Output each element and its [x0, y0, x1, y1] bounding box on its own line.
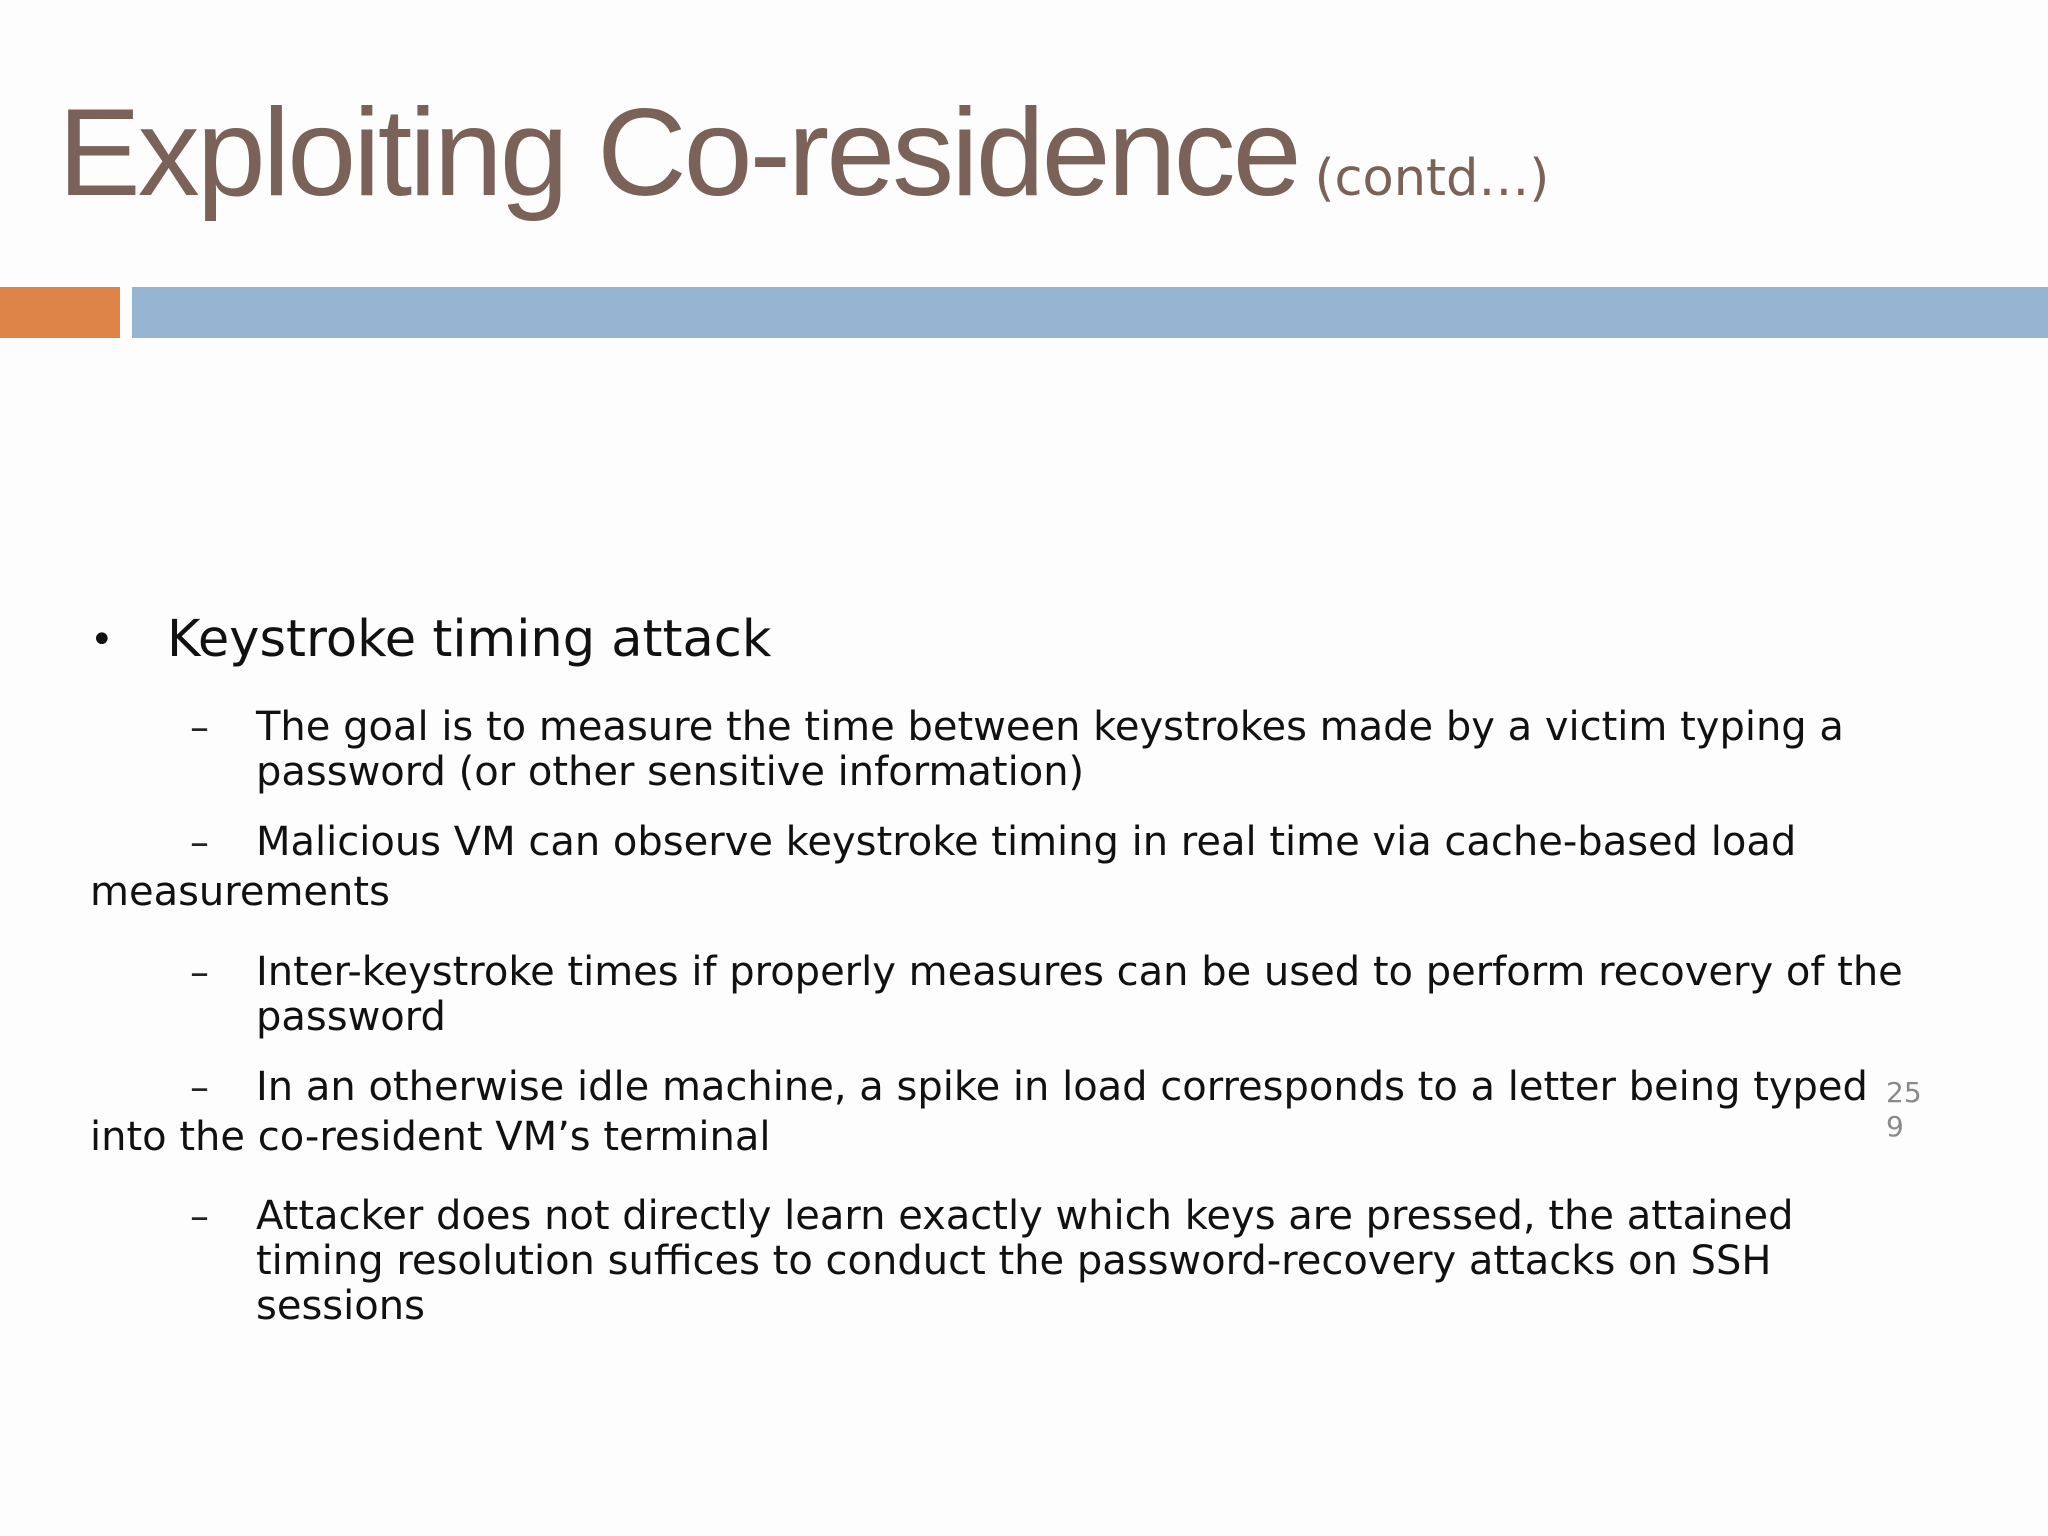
dash-marker: –: [190, 950, 209, 994]
slide-title-contd: (contd…): [1314, 149, 1550, 208]
sub-bullet-4-line-2: into the co-resident VM’s terminal: [90, 1114, 771, 1160]
sub-bullet-5-line-3: sessions: [256, 1283, 425, 1329]
slide-title-main: Exploiting Co-residence: [58, 84, 1299, 222]
sub-bullet-3-line-1: Inter-keystroke times if properly measures can be used to perform recovery of the: [256, 949, 1903, 995]
sub-bullet-1-line-1: The goal is to measure the time between keystrokes made by a victim typing a: [256, 704, 1844, 750]
slide-number: [1886, 1076, 1922, 1144]
sub-bullet-3-line-2: password: [256, 994, 446, 1040]
bullet-marker: •: [90, 617, 114, 663]
slide-number-line-2: 9: [1886, 1110, 1904, 1143]
sub-bullet-2-line-2: measurements: [90, 869, 390, 915]
sub-bullet-2-line-1: Malicious VM can observe keystroke timing in real time via cache-based load: [256, 819, 1797, 865]
sub-bullet-5-line-1: Attacker does not directly learn exactly which keys are pressed, the attained: [256, 1193, 1794, 1239]
dash-marker: –: [190, 1065, 209, 1109]
slide-number-line-1: 25: [1886, 1076, 1922, 1109]
sub-bullet-1-line-2: password (or other sensitive information): [256, 749, 1085, 795]
sub-bullet-5-line-2: timing resolution suffices to conduct the password-recovery attacks on SSH: [256, 1238, 1772, 1284]
bullet-heading: Keystroke timing attack: [167, 610, 772, 669]
dash-marker: –: [190, 1194, 209, 1238]
sub-bullet-4-line-1: In an otherwise idle machine, a spike in load corresponds to a letter being typed: [256, 1064, 1868, 1110]
dash-marker: –: [190, 705, 209, 749]
dash-marker: –: [190, 820, 209, 864]
